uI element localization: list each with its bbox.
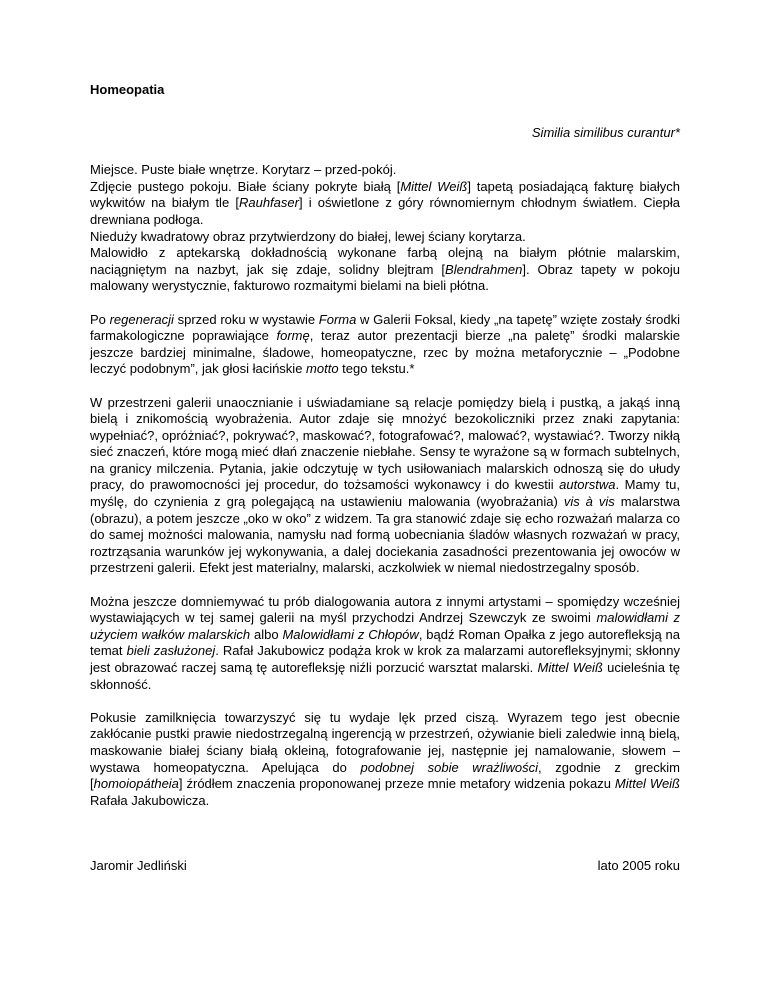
italic-text-run: Mittel Weiß bbox=[537, 660, 603, 675]
italic-text-run: malowidłami z użyciem wałków malarskich bbox=[90, 610, 680, 642]
text-run: ] i oświetlone z góry równomiernym chłodnym światłem. Ciepła drewniana podłoga. bbox=[90, 195, 680, 227]
italic-text-run: formę bbox=[276, 328, 310, 344]
text-block bbox=[90, 229, 680, 246]
italic-text-run: motto bbox=[306, 361, 339, 377]
text-run: W przestrzeni galerii unaocznianie i uświadamiane są relacje pomiędzy bielą i pustką, a jakąś inną bielą i znikomością wyobrażenia. Autor zdaje się mnożyć bezokoliczniki przez znaki zapytania: wypełniać?, opróżniać?, pokrywać?, maskować?, fotografować?, malować?, wystawiać?. Tworzy nikłą sieć znaczeń, które mogą mieć dłań znaczenie niebłahe. Sensy te wyrażone są w formach subtelnych, na granicy milczenia. Pytania, jakie odczytuję w tych usiłowaniach malarskich odnoszą się do ułudy pracy, do prawomocności jej procedur, do tożsamości wykonawcy i do kwestii bbox=[90, 394, 680, 493]
text-run: ucieleśnia tę skłonność. bbox=[90, 660, 680, 692]
text-block bbox=[90, 245, 680, 295]
text-run: Rafała Jakubowicza. bbox=[90, 792, 210, 808]
italic-text-run: Mittel Weiß bbox=[400, 178, 468, 194]
paragraph bbox=[90, 710, 680, 810]
text-run: Można jeszcze domniemywać tu prób dialogowania autora z innymi artystami – spomiędzy wcześniej wystawiających w tej samej galerii na myśl przychodzi Andrzej Szewczyk ze swoimi bbox=[90, 593, 680, 626]
italic-text-run: Malowidłami z Chłopów bbox=[282, 626, 419, 642]
document-title: Homeopatia bbox=[90, 82, 165, 97]
document-motto: Similia similibus curantur* bbox=[531, 124, 680, 140]
text-run: . Mamy tu, myślę, do czynienia z grą polegającą na ustawieniu malowania (wyobrażania) bbox=[90, 477, 680, 510]
italic-text-run: Forma bbox=[318, 311, 357, 327]
text-run: malarstwa (obrazu), a potem jeszcze „oko w oko” z widzem. Ta gra stanowić zdaje się echo rozważań malarza co do samej możności malowania, namysłu nad formą uobecniania śladów własnych rozważań w pracy, roztrząsania warunków jej wykonywania, a dalej dociekania zasadności prezentowania jej owoców w przestrzeni galerii. Efekt jest materialny, malarski, aczkolwiek w niemal niedostrzegalny sposób. bbox=[90, 494, 680, 576]
italic-text-run: Blendrahmen bbox=[445, 261, 523, 277]
text-block bbox=[90, 710, 680, 810]
document-body bbox=[90, 162, 680, 809]
italic-text-run: vis à vis bbox=[563, 494, 615, 510]
paragraph bbox=[90, 594, 680, 694]
text-run: , zgodnie z greckim [ bbox=[90, 759, 681, 792]
text-block bbox=[90, 179, 680, 229]
paragraph bbox=[90, 162, 680, 295]
footer-author: Jaromir Jedliński bbox=[90, 858, 187, 874]
text-run: tego tekstu.* bbox=[338, 361, 415, 377]
italic-text-run: regeneracji bbox=[109, 311, 174, 327]
text-run: Nieduży kwadratowy obraz przytwierdzony do białej, lewej ściany korytarza. bbox=[90, 228, 526, 244]
text-block bbox=[90, 312, 680, 378]
paragraph bbox=[90, 312, 680, 378]
text-run: , bądź Roman Opałka z jego autorefleksją na temat bbox=[90, 626, 680, 659]
footer-date: lato 2005 roku bbox=[597, 858, 680, 874]
text-run: ]. Obraz tapety w pokoju malowany werystycznie, fakturowo rozmaitymi bielami na bieli płótna. bbox=[90, 261, 680, 294]
text-run: albo bbox=[250, 626, 283, 642]
text-run: ] tapetą posiadającą fakturę białych wykwitów na białym tle [ bbox=[90, 178, 680, 211]
text-run: ] źródłem znaczenia proponowanej przeze mnie metafory widzenia pokazu bbox=[178, 776, 615, 792]
text-run: . Rafał Jakubowicz podąża krok w krok za malarzami autorefleksyjnymi; skłonny jest obrazować raczej samą tę autorefleksję niźli porzucić warsztat malarski. bbox=[90, 643, 681, 675]
text-run: Pokusie zamilknięcia towarzyszyć się tu wydaje lęk przed ciszą. Wyrazem tego jest obecnie zakłócanie pustki prawie niedostrzegalną ingerencją w przestrzeń, ożywianie bieli zaledwie inną bielą, maskowanie białej ściany białą okleiną, fotografowanie jej, następnie jej namalowanie, słowem – wystawa homeopatyczna. Apelująca do bbox=[90, 709, 680, 775]
text-run: Miejsce. Puste białe wnętrze. Korytarz – przed-pokój. bbox=[90, 162, 397, 178]
document-footer bbox=[90, 858, 680, 875]
italic-text-run: homoiopátheia bbox=[93, 776, 179, 792]
text-block bbox=[90, 395, 680, 578]
paragraph bbox=[90, 395, 680, 578]
text-block bbox=[90, 162, 680, 179]
text-run: sprzed roku w wystawie bbox=[173, 311, 319, 327]
italic-text-run: podobnej sobie wrażliwości bbox=[360, 759, 539, 775]
text-run: w Galerii Foksal, kiedy „na tapetę” wzięte zostały środki farmakologiczne poprawiające bbox=[90, 311, 680, 344]
text-run: Po bbox=[90, 311, 110, 327]
italic-text-run: autorstwa bbox=[559, 477, 616, 493]
text-block bbox=[90, 594, 680, 694]
italic-text-run: Mittel Weiß bbox=[614, 776, 681, 792]
italic-text-run: Rauhfaser bbox=[238, 195, 299, 211]
italic-text-run: bieli zasłużonej bbox=[126, 643, 216, 659]
text-run: Zdjęcie pustego pokoju. Białe ściany pokryte białą [ bbox=[90, 178, 401, 194]
text-run: , teraz autor prezentacji bierze „na paletę” środki malarskie jeszcze bardziej minimalne, śladowe, homeopatyczne, rzec by można metaforycznie – „Podobne leczyć podobnym”, jak głosi łacińskie bbox=[90, 328, 681, 377]
text-run: Malowidło z aptekarską dokładnością wykonane farbą olejną na białym płótnie malarskim, naciągniętym na nazbyt, jak się zdaje, solidny blejtram [ bbox=[90, 245, 680, 277]
